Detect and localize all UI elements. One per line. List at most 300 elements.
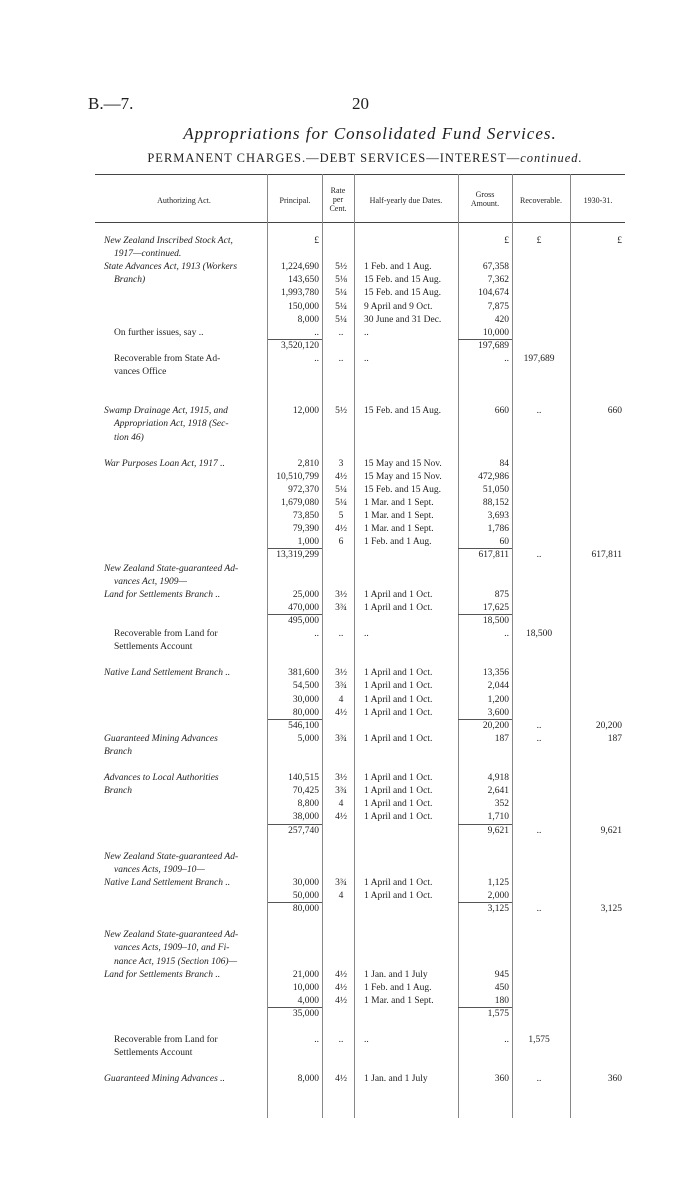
cell-act: vances Act, 1909—	[114, 576, 187, 587]
cell-gross: 7,362	[487, 275, 509, 286]
cell-gross: 617,811	[478, 550, 509, 561]
table-row	[0, 957, 700, 968]
cell-rate: 5¼	[335, 288, 347, 299]
cell-rate: 4½	[335, 969, 347, 980]
col-header-recoverable: Recoverable.	[520, 196, 562, 205]
table-row	[0, 302, 700, 313]
cell-principal: 381,600	[288, 668, 319, 679]
cell-dates: 9 April and 9 Oct.	[364, 301, 433, 312]
table-row	[0, 681, 700, 692]
table-row	[0, 786, 700, 797]
table-row	[0, 249, 700, 260]
cell-principal: 972,370	[288, 484, 319, 495]
cell-rate: 5½	[335, 406, 347, 417]
cell-dates: 1 April and 1 Oct.	[364, 812, 433, 823]
cell-principal: 3,520,120	[281, 340, 319, 351]
table-row	[0, 734, 700, 745]
cell-rate: 5¼	[335, 314, 347, 325]
cell-year: 660	[607, 406, 622, 417]
table-row	[0, 904, 700, 915]
cell-rate: 3¾	[335, 877, 347, 888]
col-header-rate-line3: Cent.	[329, 204, 347, 213]
cell-dates: 1 April and 1 Oct.	[364, 681, 433, 692]
total-rule	[268, 902, 322, 903]
col-header-principal: Principal.	[279, 196, 311, 205]
page-title: Appropriations for Consolidated Fund Services.	[183, 124, 557, 143]
col-header-rate	[322, 186, 354, 213]
col-header-dates: Half-yearly due Dates.	[369, 196, 443, 205]
cell-principal: ..	[314, 1035, 319, 1046]
cell-principal: 13,319,299	[276, 550, 319, 561]
cell-principal: 38,000	[292, 812, 319, 823]
cell-principal: 140,515	[288, 773, 319, 784]
cell-year: 3,125	[600, 904, 622, 915]
cell-gross: 7,875	[487, 301, 509, 312]
table-row	[0, 1048, 700, 1059]
total-rule	[458, 548, 512, 549]
cell-principal: 1,679,080	[281, 498, 319, 508]
cell-principal: 1,000	[297, 537, 319, 548]
table-row	[0, 799, 700, 810]
table-row	[0, 642, 700, 653]
col-header-rate-line1: Rate	[330, 186, 346, 195]
cell-rate: 5¼	[335, 301, 347, 312]
cell-gross: 84	[499, 458, 509, 469]
cell-rate: 5	[338, 511, 344, 522]
cell-act: War Purposes Loan Act, 1917 ..	[104, 458, 225, 469]
cell-dates: 1 April and 1 Oct.	[364, 733, 433, 744]
table-row	[0, 1035, 700, 1046]
cell-principal: 80,000	[292, 904, 319, 915]
cell-dates: 1 April and 1 Oct.	[364, 707, 433, 718]
cell-gross: 1,575	[487, 1008, 509, 1019]
table-row	[0, 472, 700, 483]
table-row	[0, 406, 700, 417]
cell-act: Recoverable from Land for	[114, 1035, 218, 1046]
table-row	[0, 996, 700, 1007]
cell-principal: 10,510,799	[276, 471, 319, 482]
total-rule	[458, 339, 512, 340]
table-row	[0, 747, 700, 758]
cell-dates: 1 Feb. and 1 Aug.	[364, 982, 432, 993]
cell-gross: 3,693	[487, 511, 509, 522]
table-row	[0, 433, 700, 444]
total-rule	[458, 614, 512, 615]
cell-principal: 30,000	[292, 694, 319, 705]
col-header-act: Authorizing Act.	[157, 196, 211, 205]
cell-rate: 5¼	[335, 498, 347, 508]
cell-principal: 50,000	[292, 891, 319, 901]
cell-gross: 1,125	[487, 877, 509, 888]
table-row	[0, 812, 700, 823]
table-header-rule	[95, 222, 625, 223]
table-row	[0, 826, 700, 837]
cell-recoverable: ..	[536, 904, 542, 915]
cell-rate: 3¾	[335, 602, 347, 613]
cell-act: On further issues, say ..	[114, 327, 204, 338]
cell-rate: 3½	[335, 589, 347, 600]
table-row	[0, 695, 700, 706]
cell-act: Settlements Account	[114, 642, 193, 653]
cell-act: vances Office	[114, 367, 167, 377]
cell-act: Land for Settlements Branch ..	[104, 589, 221, 600]
cell-act: State Advances Act, 1913 (Workers	[104, 262, 238, 273]
table-row	[0, 485, 700, 496]
cell-principal: 546,100	[288, 720, 319, 731]
cell-principal: 8,000	[297, 314, 319, 325]
cell-act: New Zealand State-guaranteed Ad-	[104, 851, 239, 862]
cell-gross: 18,500	[482, 615, 509, 626]
cell-gross: 197,689	[478, 340, 509, 351]
cell-dates: 15 Feb. and 15 Aug.	[364, 406, 442, 417]
table-top-rule	[95, 174, 625, 175]
cell-dates: 1 April and 1 Oct.	[364, 602, 433, 613]
cell-rate: 4	[338, 799, 344, 810]
cell-rate: 4½	[335, 982, 347, 993]
total-rule	[458, 824, 512, 825]
cell-principal: 10,000	[292, 982, 319, 993]
cell-rate: 3½	[335, 668, 347, 679]
cell-act: Guaranteed Mining Advances	[104, 733, 218, 744]
cell-gross: 88,152	[482, 498, 509, 508]
cell-gross: ..	[504, 1035, 509, 1046]
cell-act: Guaranteed Mining Advances ..	[104, 1074, 225, 1085]
table-row	[0, 328, 700, 339]
table-row	[0, 721, 700, 732]
cell-rate: 4½	[335, 812, 347, 823]
cell-gross: 1,710	[487, 812, 509, 823]
table-row	[0, 511, 700, 522]
cell-act: Land for Settlements Branch ..	[104, 969, 221, 980]
cell-gross: ..	[504, 353, 509, 364]
cell-act: Recoverable from Land for	[114, 629, 218, 639]
cell-principal: 79,390	[292, 524, 319, 535]
table-row	[0, 550, 700, 561]
cell-principal: 12,000	[292, 406, 319, 417]
cell-dates: 1 April and 1 Oct.	[364, 786, 433, 797]
cell-rate: 4½	[335, 471, 347, 482]
cell-gross: £	[504, 236, 509, 246]
table-row	[0, 275, 700, 286]
cell-rate: ..	[338, 327, 344, 338]
cell-rate: 4½	[335, 707, 347, 718]
cell-recoverable: ..	[536, 1074, 542, 1085]
cell-act: vances Acts, 1909–10, and Fi-	[114, 943, 230, 954]
cell-principal: 150,000	[288, 301, 319, 312]
table-row	[0, 446, 700, 457]
section-code: B.—7.	[88, 94, 134, 113]
table-row	[0, 943, 700, 954]
cell-rate: 4	[338, 891, 344, 901]
cell-gross: 352	[494, 799, 509, 810]
cell-rate: 4½	[335, 1074, 347, 1085]
cell-principal: 8,800	[297, 799, 319, 810]
table-row	[0, 419, 700, 430]
cell-dates: 1 April and 1 Oct.	[364, 668, 433, 679]
table-row	[0, 315, 700, 326]
table-row	[0, 288, 700, 299]
col-header-year: 1930-31.	[583, 196, 613, 205]
cell-dates: 15 Feb. and 15 Aug.	[364, 275, 442, 286]
total-rule	[268, 719, 322, 720]
cell-recoverable: 1,575	[528, 1035, 550, 1046]
cell-gross: 180	[494, 995, 509, 1006]
cell-principal: 4,000	[297, 995, 319, 1006]
cell-principal: 495,000	[288, 615, 319, 626]
col-header-gross-line1: Gross	[475, 190, 495, 199]
cell-gross: 51,050	[482, 484, 509, 495]
cell-principal: 54,500	[292, 681, 319, 692]
table-row	[0, 1009, 700, 1020]
table-row	[0, 262, 700, 273]
cell-rate: 4	[338, 694, 344, 705]
cell-dates: 1 April and 1 Oct.	[364, 694, 433, 705]
cell-gross: 660	[494, 406, 509, 417]
cell-rate: ..	[338, 353, 344, 364]
table-row	[0, 668, 700, 679]
cell-act: Swamp Drainage Act, 1915, and	[104, 406, 228, 417]
cell-recoverable: ..	[536, 720, 542, 731]
table-row	[0, 393, 700, 404]
cell-principal: ..	[314, 353, 319, 364]
cell-principal: £	[314, 236, 319, 246]
cell-dates: 1 Jan. and 1 July	[364, 1074, 428, 1085]
table-row	[0, 930, 700, 941]
table-row	[0, 537, 700, 548]
cell-recoverable: 18,500	[525, 629, 553, 639]
table-row	[0, 341, 700, 352]
cell-act: Branch	[104, 786, 132, 797]
cell-act: Branch)	[114, 275, 146, 286]
table-row	[0, 708, 700, 719]
cell-dates: 1 April and 1 Oct.	[364, 891, 433, 901]
cell-dates: 1 April and 1 Oct.	[364, 589, 433, 600]
cell-gross: 875	[494, 589, 509, 600]
cell-gross: ..	[504, 629, 509, 639]
cell-act: Recoverable from State Ad-	[114, 353, 221, 364]
cell-recoverable: ..	[536, 825, 542, 836]
cell-act: Advances to Local Authorities	[104, 773, 219, 784]
cell-gross: 10,000	[482, 327, 509, 338]
cell-rate: 3¾	[335, 786, 347, 797]
cell-dates: 1 April and 1 Oct.	[364, 799, 433, 810]
cell-year: 20,200	[595, 720, 622, 731]
col-header-gross-line2: Amount.	[470, 199, 500, 208]
cell-dates: 15 Feb. and 15 Aug.	[364, 484, 442, 495]
cell-principal: 1,993,780	[281, 288, 319, 299]
table-row	[0, 354, 700, 365]
cell-act: Branch	[104, 746, 132, 757]
cell-year: 187	[607, 733, 622, 744]
cell-act: New Zealand State-guaranteed Ad-	[104, 563, 239, 574]
total-rule	[458, 719, 512, 720]
cell-recoverable: ..	[536, 406, 542, 417]
cell-act: Appropriation Act, 1918 (Sec-	[114, 419, 229, 430]
cell-dates: 1 Mar. and 1 Sept.	[364, 498, 434, 508]
table-row	[0, 1074, 700, 1085]
cell-dates: 1 Mar. and 1 Sept.	[364, 995, 434, 1006]
table-row	[0, 236, 700, 247]
cell-principal: 1,224,690	[281, 262, 319, 273]
table-row	[0, 865, 700, 876]
cell-rate: 5¼	[335, 484, 347, 495]
table-row	[0, 773, 700, 784]
page-subtitle	[0, 151, 700, 166]
cell-recoverable: 197,689	[523, 353, 555, 364]
cell-principal: 35,000	[292, 1008, 319, 1019]
cell-dates: 1 Mar. and 1 Sept.	[364, 511, 434, 522]
total-rule	[458, 902, 512, 903]
table-row	[0, 603, 700, 614]
total-rule	[268, 614, 322, 615]
cell-dates: 1 April and 1 Oct.	[364, 773, 433, 784]
cell-gross: 104,674	[478, 288, 509, 299]
cell-gross: 3,600	[487, 707, 509, 718]
table-row	[0, 1022, 700, 1033]
table-row	[0, 629, 700, 640]
cell-year: 9,621	[600, 825, 622, 836]
cell-rate: ..	[338, 629, 344, 639]
cell-gross: 67,358	[482, 262, 509, 273]
table-row	[0, 839, 700, 850]
cell-gross: 360	[494, 1074, 509, 1085]
cell-gross: 2,000	[487, 891, 509, 901]
cell-gross: 472,986	[478, 471, 509, 482]
cell-principal: ..	[314, 327, 319, 338]
table-row	[0, 590, 700, 601]
cell-principal: 8,000	[297, 1074, 319, 1085]
cell-principal: 30,000	[292, 877, 319, 888]
cell-principal: 70,425	[292, 786, 319, 797]
cell-recoverable: £	[536, 236, 542, 246]
cell-principal: 25,000	[292, 589, 319, 600]
page-number: 20	[352, 94, 369, 113]
subtitle-continued: continued.	[520, 151, 583, 165]
total-rule	[268, 339, 322, 340]
total-rule	[458, 1007, 512, 1008]
table-row	[0, 970, 700, 981]
cell-principal: 80,000	[292, 707, 319, 718]
table-row	[0, 459, 700, 470]
total-rule	[268, 1007, 322, 1008]
cell-rate: 5½	[335, 262, 347, 273]
cell-act: vances Acts, 1909–10—	[114, 864, 205, 875]
cell-principal: 470,000	[288, 602, 319, 613]
table-row	[0, 852, 700, 863]
cell-year: 360	[607, 1074, 622, 1085]
cell-gross: 187	[494, 733, 509, 744]
cell-gross: 450	[494, 982, 509, 993]
total-rule	[268, 548, 322, 549]
cell-recoverable: ..	[536, 550, 542, 561]
table-row	[0, 577, 700, 588]
cell-dates: 1 Mar. and 1 Sept.	[364, 524, 434, 535]
cell-act: tion 46)	[114, 432, 144, 443]
subtitle-main: PERMANENT CHARGES.—DEBT SERVICES—INTEREST—	[147, 151, 521, 165]
cell-act: New Zealand Inscribed Stock Act,	[104, 236, 233, 246]
table-row	[0, 564, 700, 575]
col-header-rate-line2: per	[332, 195, 344, 204]
cell-gross: 1,200	[487, 694, 509, 705]
cell-rate: ..	[338, 1035, 344, 1046]
table-row	[0, 1061, 700, 1072]
cell-dates: 30 June and 31 Dec.	[364, 314, 442, 325]
cell-rate: 3¾	[335, 733, 347, 744]
cell-principal: 257,740	[288, 825, 319, 836]
cell-dates: ..	[364, 1035, 369, 1046]
cell-rate: 6	[338, 537, 344, 548]
cell-dates: 1 Feb. and 1 Aug.	[364, 262, 432, 273]
cell-principal: 5,000	[297, 733, 319, 744]
cell-rate: 3	[338, 458, 344, 469]
cell-gross: 60	[499, 537, 509, 548]
cell-act: New Zealand State-guaranteed Ad-	[104, 930, 239, 941]
col-header-gross	[458, 190, 512, 208]
cell-dates: ..	[364, 353, 369, 364]
cell-gross: 4,918	[487, 773, 509, 784]
cell-dates: 15 May and 15 Nov.	[364, 458, 442, 469]
cell-act: Settlements Account	[114, 1048, 193, 1059]
cell-rate: 3½	[335, 773, 347, 784]
cell-gross: 9,621	[487, 825, 509, 836]
table-row	[0, 524, 700, 535]
cell-act: 1917—continued.	[114, 249, 182, 260]
cell-dates: ..	[364, 629, 369, 639]
cell-principal: 21,000	[292, 969, 319, 980]
cell-gross: 17,625	[482, 602, 509, 613]
table-row	[0, 878, 700, 889]
cell-dates: ..	[364, 327, 369, 338]
cell-dates: 1 April and 1 Oct.	[364, 877, 433, 888]
table-row	[0, 380, 700, 391]
cell-principal: 73,850	[292, 511, 319, 522]
table-row	[0, 983, 700, 994]
cell-gross: 420	[494, 314, 509, 325]
table-row	[0, 655, 700, 666]
cell-gross: 20,200	[482, 720, 509, 731]
cell-dates: 1 Feb. and 1 Aug.	[364, 537, 432, 548]
cell-year: 617,811	[591, 550, 622, 561]
cell-principal: ..	[314, 629, 319, 639]
table-row	[0, 367, 700, 378]
cell-act: Native Land Settlement Branch ..	[104, 877, 231, 888]
cell-dates: 15 May and 15 Nov.	[364, 471, 442, 482]
table-row	[0, 616, 700, 627]
cell-act: nance Act, 1915 (Section 106)—	[114, 956, 238, 967]
cell-act: Native Land Settlement Branch ..	[104, 668, 231, 679]
cell-year: £	[617, 236, 622, 246]
cell-gross: 3,125	[487, 904, 509, 915]
cell-rate: 5⅛	[335, 275, 347, 286]
total-rule	[268, 824, 322, 825]
cell-dates: 15 Feb. and 15 Aug.	[364, 288, 442, 299]
cell-gross: 2,044	[487, 681, 509, 692]
cell-dates: 1 Jan. and 1 July	[364, 969, 428, 980]
table-row	[0, 891, 700, 902]
cell-rate: 4½	[335, 524, 347, 535]
table-row	[0, 760, 700, 771]
cell-gross: 945	[494, 969, 509, 980]
cell-principal: 143,650	[288, 275, 319, 286]
table-row	[0, 498, 700, 509]
cell-gross: 1,786	[487, 524, 509, 535]
cell-principal: 2,810	[297, 458, 319, 469]
cell-recoverable: ..	[536, 733, 542, 744]
cell-rate: 4½	[335, 995, 347, 1006]
cell-rate: 3¾	[335, 681, 347, 692]
cell-gross: 2,641	[487, 786, 509, 797]
cell-gross: 13,356	[482, 668, 509, 679]
